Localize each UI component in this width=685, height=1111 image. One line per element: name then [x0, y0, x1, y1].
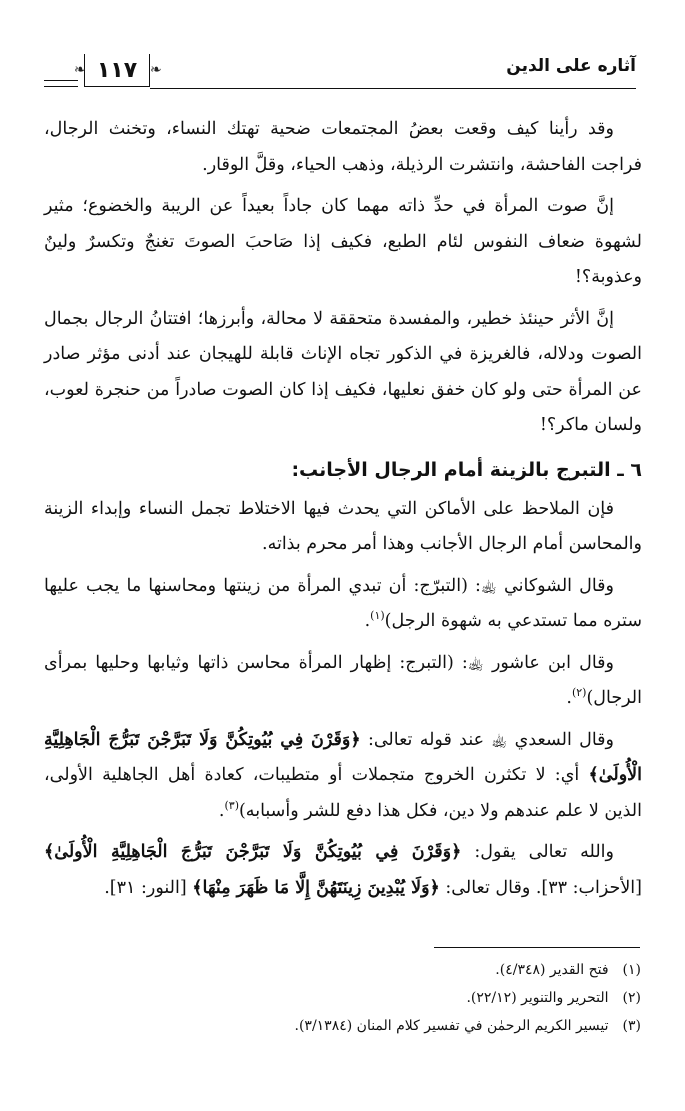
quote-text: وقال الشوكاني ﵀: (التبرّج: أن تبدي المرأة من زينتها ومحاسنها ما يجب عليها ستره مما تستدعي به شهوة الرجل): [44, 575, 642, 631]
quote-text: وقال ابن عاشور ﵀: (التبرج: إظهار المرأة محاسن ذاتها وثيابها وحليها بمرأى الرجال): [44, 652, 642, 708]
paragraph: وقال الشوكاني ﵀: (التبرّج: أن تبدي المرأة من زينتها ومحاسنها ما يجب عليها ستره مما تستدعي به شهوة الرجل)$^{(١)}$.: [44, 575, 642, 631]
footnote-text: تيسير الكريم الرحمٰن في تفسير كلام المنان (٣/١٣٨٤).: [294, 1018, 609, 1034]
verse-reference: [النور: ٣١].: [104, 877, 187, 898]
footnote-ref[interactable]: (٣): [224, 798, 239, 812]
paragraph: [44, 723, 642, 830]
page-number: ١١٧: [84, 54, 150, 87]
header-rule-short: [44, 86, 78, 87]
footnote-ref[interactable]: (١): [370, 609, 385, 623]
ornament-left-icon: ❧: [74, 62, 86, 78]
header-rule-short: [44, 80, 78, 81]
quran-verse: ﴿وَقَرْنَ فِي بُيُوتِكُنَّ وَلَا تَبَرَّجْنَ تَبَرُّجَ الْجَاهِلِيَّةِ الْأُولَىٰ﴾: [44, 729, 642, 785]
quote-lead: والله تعالى يقول:: [474, 842, 614, 862]
paragraph: [44, 835, 642, 906]
quran-verse: ﴿وَلَا يُبْدِينَ زِينَتَهُنَّ إِلَّا مَا ظَهَرَ مِنْهَا﴾: [192, 877, 440, 898]
header-rule: [150, 88, 636, 89]
quran-verse: ﴿وَقَرْنَ فِي بُيُوتِكُنَّ وَلَا تَبَرَّجْنَ تَبَرُّجَ الْجَاهِلِيَّةِ الْأُولَىٰ﴾: [44, 842, 462, 862]
paragraph: وقد رأينا كيف وقعت بعضُ المجتمعات ضحية تهتك النساء، وتخنث الرجال، فراجت الفاحشة، وانتشرت الرذيلة، وذهب الحياء، وقلَّ الوقار.: [44, 119, 642, 175]
paragraph: فإن الملاحظ على الأماكن التي يحدث فيها الاختلاط تجمل النساء وإبداء الزينة والمحاسن أمام الرجال الأجانب وهذا أمر محرم بذاته.: [44, 498, 642, 554]
paragraph: إنَّ صوت المرأة في حدِّ ذاته مهما كان جاداً بعيداً عن الريبة والخضوع؛ مثير لشهوة ضعاف النفوس لئام الطبع، فكيف إذا صَاحبَ الصوتَ تغنجٌ وتكسرٌ ولينٌ وعذوبة؟!: [44, 196, 642, 287]
main-text: [44, 112, 642, 906]
footnote-number: (١): [622, 962, 641, 978]
footnote-text: فتح القدير (٤/٣٤٨).: [495, 962, 609, 978]
paragraph: إنَّ الأثر حينئذ خطير، والمفسدة متحققة لا محالة، وأبرزها؛ افتتانُ الرجال بجمال الصوت ودلاله، فالغريزة في الذكور تجاه الإناث قابلة للهيجان عند أدنى مؤثر صادر عن المرأة حتى ولو كان خفق نعليها، فكيف إذا كان الصوت صادراً من حنجرة لعوب، ولسان ماكر؟!: [44, 308, 642, 435]
page-header: [44, 52, 636, 100]
footnote: [43, 1012, 641, 1040]
footnote-divider: [434, 947, 640, 948]
footnote-text: التحرير والتنوير (٢٢/١٢).: [466, 990, 609, 1006]
sentence-end: .: [218, 800, 225, 821]
paragraph: وقال ابن عاشور ﵀: (التبرج: إظهار المرأة محاسن ذاتها وثيابها وحليها بمرأى الرجال)$^{(٢)}$.: [44, 652, 642, 708]
footnote-ref[interactable]: (٢): [571, 686, 587, 700]
quote-lead: وقال السعدي ﵀ عند قوله تعالى:: [367, 729, 614, 750]
verse-reference: [الأحزاب: ٣٣]. وقال تعالى:: [445, 877, 642, 898]
footnote: [43, 956, 641, 984]
section-heading: ٦ ـ التبرج بالزينة أمام الرجال الأجانب:: [291, 458, 642, 481]
quote-text: أي: لا تكثرن الخروج متجملات أو متطيبات، كعادة أهل الجاهلية الأولى، الذين لا علم عندهم ولا دين، فكل هذا دفع للشر وأسبابه): [44, 765, 642, 821]
footnote: [43, 984, 641, 1012]
footnotes: [43, 956, 641, 1040]
ornament-right-icon: ❧: [150, 62, 162, 78]
footnote-number: (٣): [622, 1018, 641, 1034]
footnote-number: (٢): [622, 990, 641, 1006]
running-title: آثاره على الدين: [506, 56, 636, 76]
